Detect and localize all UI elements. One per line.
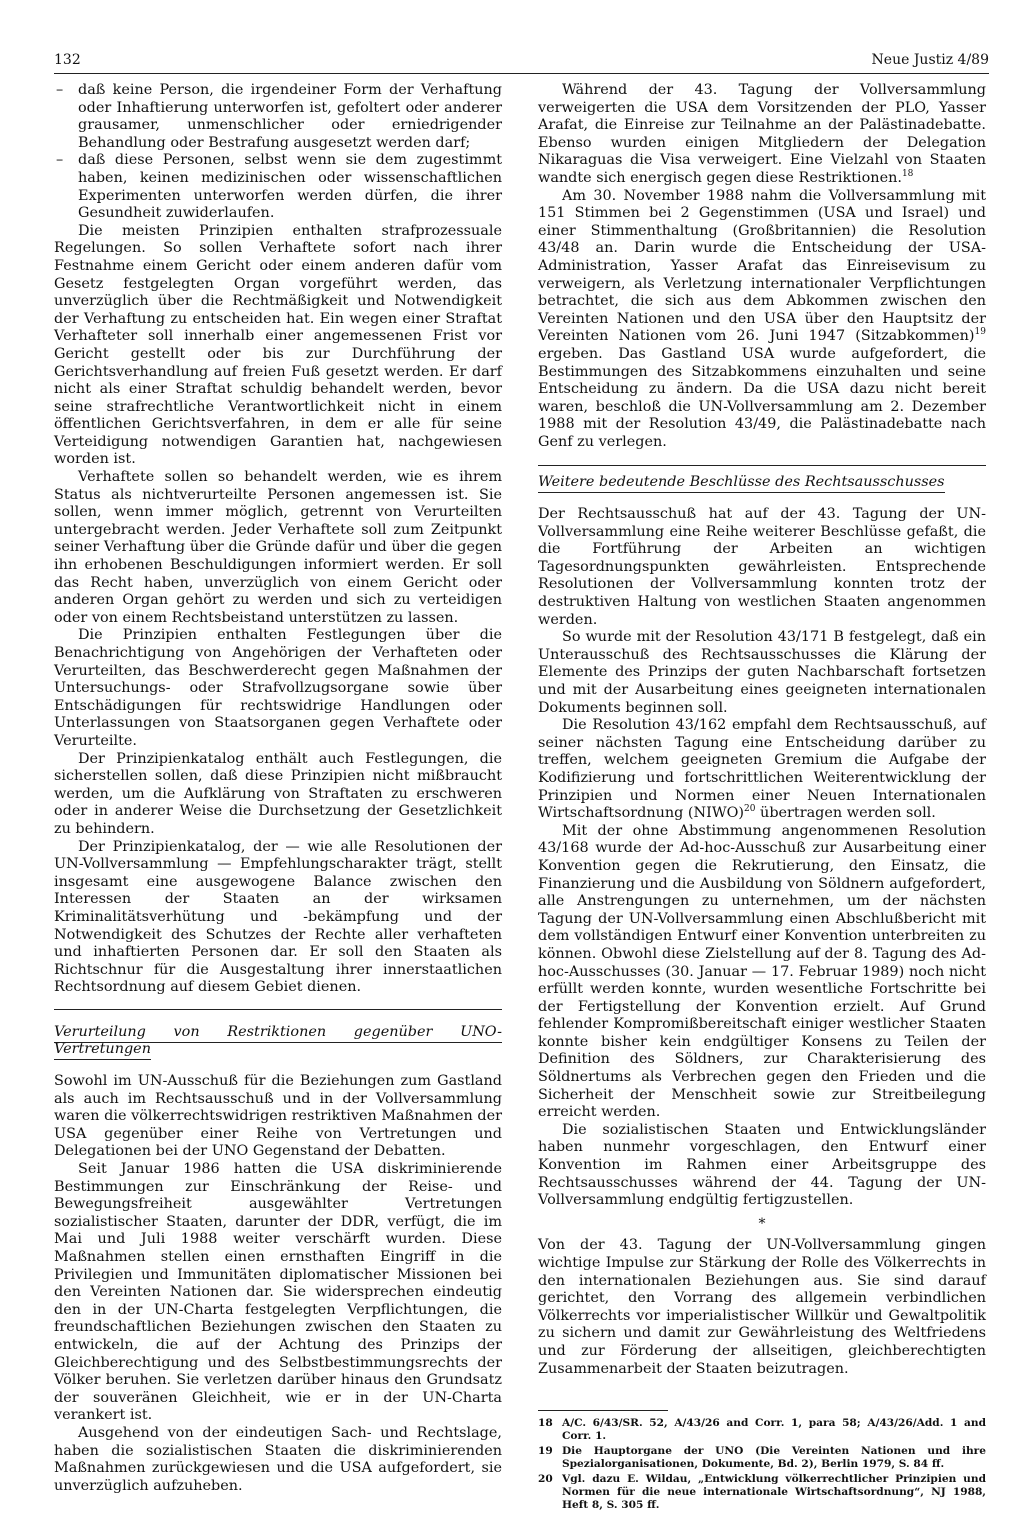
footnote <box>538 1417 986 1443</box>
section-heading <box>538 465 986 498</box>
paragraph: Die meisten Prinzipien enthalten strafprozessuale Regelungen. So sollen Verhaftete sofort nach ihrer Festnahme einem Gericht oder einem anderen dafür vom Gesetz festgelegten Organ vorgeführt werden, das unverzüglich über die Rechtmäßigkeit und Notwendigkeit der Verhaftung zu entscheiden hat. Ein wegen einer Straftat Verhafteter soll innerhalb einer angemessenen Frist vor Gericht gestellt oder bis zur Durchführung der Gerichtsverhandlung auf freien Fuß gesetzt werden. Er darf nicht als einer Straftat schuldig behandelt werden, bevor seine strafrechtliche Verantwortlichkeit nicht in einem öffentlichen Gerichtsverfahren, in dem er alle für seine Verteidigung notwendigen Garantien hat, nachgewiesen worden ist. <box>54 222 502 468</box>
paragraph: Der Rechtsausschuß hat auf der 43. Tagung der UN-Vollversammlung eine Reihe weiterer Beschlüsse gefaßt, die die Fortführung der Arbeiten an wichtigen Tagesordnungspunkten gewährleisten. Entsprechende Resolutionen der Vollversammlung konnten trotz der destruktiven Haltung von westlichen Staaten angenommen werden. <box>538 506 986 628</box>
paragraph-text: Die Resolution 43/162 empfahl dem Rechtsausschuß, auf seiner nächsten Tagung eine Entscheidung darüber zu treffen, welchem geeigneten Gremium die Aufgabe der Kodifizierung und fortschrittlichen Weiterentwicklung der Prinzipien und Normen einer Neuen Internationalen Wirtschaftsordnung (NIWO) <box>538 717 986 822</box>
footnote-ref: 18 <box>901 169 914 180</box>
footnote-number: 19 <box>538 1445 553 1458</box>
dash-list <box>54 82 502 223</box>
footnote-text: A/C. 6/43/SR. 52, A/43/26 and Corr. 1, para 58; A/43/26/Add. 1 and Corr. 1. <box>562 1417 986 1443</box>
paragraph: So wurde mit der Resolution 43/171 B festgelegt, daß ein Unterausschuß des Rechtsausschusses die Klärung der Elemente des Prinzips der guten Nachbarschaft fortsetzen und mit der Ausarbeitung eines geeigneten internationalen Dokuments beginnen soll. <box>538 629 986 716</box>
journal-issue: Neue Justiz 4/89 <box>871 52 989 68</box>
right-column <box>538 82 986 1514</box>
paragraph-text: ergeben. Das Gastland USA wurde aufgefordert, die Bestimmungen des Sitzabkommens einzuhalten und seine Entscheidung zu ändern. Da die USA dazu nicht bereit waren, beschloß die UN-Vollversammlung am 2. Dezember 1988 mit der Resolution 43/49, die Palästinadebatte nach Genf zu verlegen. <box>538 345 986 450</box>
paragraph <box>538 188 986 452</box>
paragraph: Verhaftete sollen so behandelt werden, wie es ihrem Status als nichtverurteilte Personen angemessen ist. Sie sollen, wenn immer möglich, getrennt von Verurteilten untergebracht werden. Jeder Verhaftete soll zum Zeitpunkt seiner Verhaftung über die Gründe dafür und über die gegen ihn erhobenen Beschuldigungen informiert werden. Er soll das Recht haben, unverzüglich von einem Gericht oder anderen Organ gehört zu werden und sich zu verteidigen oder von einem Rechtsbeistand unterstützen zu lassen. <box>54 469 502 626</box>
paragraph: Sowohl im UN-Ausschuß für die Beziehungen zum Gastland als auch im Rechtsausschuß und in der Vollversammlung waren die völkerrechtswidrigen restriktiven Maßnahmen der USA gegenüber einer Reihe von Vertretungen und Delegationen bei der UNO Gegenstand der Debatten. <box>54 1073 502 1160</box>
footnote-rule <box>538 1410 668 1411</box>
footnote-ref: 19 <box>974 327 986 338</box>
left-column <box>54 82 502 1495</box>
paragraph: Seit Januar 1986 hatten die USA diskriminierende Bestimmungen zur Einschränkung der Reise- und Bewegungsfreiheit ausgewählter Vertretungen sozialistischer Staaten, darunter der DDR, verfügt, die im Mai und Juli 1988 weiter verschärft wurden. Diese Maßnahmen stellen einen ernsthaften Eingriff in die Privilegien und Immunitäten diplomatischer Missionen bei den Vereinten Nationen dar. Sie widersprechen eindeutig den in der UN-Charta festgelegten Verpflichtungen, die freundschaftlichen Beziehungen zwischen den Staaten zu entwickeln, die auf der Achtung des Prinzips der Gleichberechtigung und des Selbstbestimmungsrechts der Völker beruhen. Sie verletzen darüber hinaus den Grundsatz der souveränen Gleichheit, wie er in der UN-Charta verankert ist. <box>54 1161 502 1424</box>
paragraph-text: Während der 43. Tagung der Vollversammlung verweigerten die USA dem Vorsitzenden der PLO, Yasser Arafat, die Einreise zur Teilnahme an der Palästinadebatte. Ebenso wurden einigen Mitgliedern der Delegation Nikaraguas die Visa verweigert. Eine Vielzahl von Staaten wandte sich energisch gegen diese Restriktionen. <box>538 82 986 186</box>
paragraph: Die Prinzipien enthalten Festlegungen über die Benachrichtigung von Angehörigen der Verhafteten oder Verurteilten, das Beschwerderecht gegen Maßnahmen der Untersuchungs- oder Strafvollzugsorgane sowie über Entschädigungen für rechtswidrige Handlungen oder Unterlassungen von Staatsorganen gegen Verhaftete oder Verurteilte. <box>54 627 502 749</box>
footnote-text: Die Hauptorgane der UNO (Die Vereinten Nationen und ihre Spezialorganisationen, Dokumente, Bd. 2), Berlin 1979, S. 84 ff. <box>562 1445 986 1471</box>
journal-page <box>54 0 989 1512</box>
paragraph-text: übertragen werden soll. <box>755 805 936 822</box>
paragraph: Die sozialistischen Staaten und Entwicklungsländer haben nunmehr vorgeschlagen, den Entwurf einer Konvention im Rahmen einer Arbeitsgruppe des Rechtsausschusses während der 44. Tagung der UN-Vollversammlung endgültig fertigzustellen. <box>538 1121 986 1209</box>
footnotes <box>538 1417 986 1512</box>
paragraph <box>538 82 986 188</box>
footnote-ref: 20 <box>744 804 756 815</box>
paragraph: Von der 43. Tagung der UN-Vollversammlung gingen wichtige Impulse zur Stärkung der Rolle des Völkerrechts in den internationalen Beziehungen aus. Sie sind darauf gerichtet, den Vorrang des allgemein verbindlichen Völkerrechts vor imperialistischer Willkür und Gewaltpolitik zu sichern und damit zur Gewährleistung des Weltfriedens und zur Förderung der allseitigen, gleichberechtigten Zusammenarbeit der Staaten beizutragen. <box>538 1237 986 1377</box>
section-separator: * <box>758 1215 766 1232</box>
section-title: Verurteilung von Restriktionen gegenüber UNO-Vertretungen <box>54 1024 502 1061</box>
section-title: Weitere bedeutende Beschlüsse des Rechtsausschusses <box>538 474 945 493</box>
footnote <box>538 1473 986 1512</box>
paragraph: Der Prinzipienkatalog enthält auch Festlegungen, die sicherstellen sollen, daß diese Prinzipien nicht mißbraucht werden, um die Aufklärung von Straftaten zu erschweren oder in anderer Weise die Durchsetzung der Gesetzlichkeit zu behindern. <box>54 750 502 837</box>
list-item: – daß keine Person, die irgendeiner Form der Verhaftung oder Inhaftierung unterworfen ist, gefoltert oder anderer grausamer, unmenschlicher oder erniedrigender Behandlung oder Bestrafung ausgesetzt werden darf; <box>54 82 502 152</box>
page-number: 132 <box>54 52 81 68</box>
list-item: – daß diese Personen, selbst wenn sie dem zugestimmt haben, keinen medizinischen oder wissenschaftlichen Experimenten unterworfen werden dürfen, die ihrer Gesundheit zuwiderlaufen. <box>54 152 502 222</box>
footnote-number: 20 <box>538 1473 553 1486</box>
paragraph: Ausgehend von der eindeutigen Sach- und Rechtslage, haben die sozialistischen Staaten die diskriminierenden Maßnahmen zurückgewiesen und die USA aufgefordert, sie unverzüglich aufzuheben. <box>54 1424 502 1494</box>
paragraph-text: Am 30. November 1988 nahm die Vollversammlung mit 151 Stimmen bei 2 Gegenstimmen (USA und Israel) und einer Stimmenthaltung (Großbritannien) die Resolution 43/48 an. Darin wurde die Entscheidung der USA-Administration, Yasser Arafat das Einreisevisum zu verweigern, als Verletzung internationaler Verpflichtungen betrachtet, die sich aus dem Abkommen zwischen den Vereinten Nationen und den USA über den Hauptsitz der Vereinten Nationen vom 26. Juni 1947 (Sitzabkommen) <box>538 187 986 345</box>
footnote-number: 18 <box>538 1417 553 1430</box>
page-header <box>54 44 989 74</box>
paragraph <box>538 717 986 823</box>
section-heading <box>54 1009 502 1065</box>
paragraph: Mit der ohne Abstimmung angenommenen Resolution 43/168 wurde der Ad-hoc-Ausschuß zur Ausarbeitung einer Konvention gegen die Rekrutierung, den Einsatz, die Finanzierung und die Ausbildung von Söldnern aufgefordert, alle Anstrengungen zu unternehmen, um der nächsten Tagung der UN-Vollversammlung einen Abschlußbericht mit dem vollständigen Entwurf einer Konvention unterbreiten zu können. Obwohl diese Zielstellung auf der 8. Tagung des Ad-hoc-Ausschusses (30. Januar — 17. Februar 1989) noch nicht erfüllt werden konnte, wurden wesentliche Fortschritte bei der Fertigstellung der Konvention erzielt. Auf Grund fehlender Kompromißbereitschaft einiger westlicher Staaten konnte bisher kein endgültiger Konsens zu Teilen der Definition des Söldners, zur Charakterisierung des Söldnertums als Verbrechen gegen den Frieden und die Sicherheit der Menschheit sowie zur Streitbeilegung erreicht werden. <box>538 822 986 1121</box>
footnote <box>538 1445 986 1471</box>
paragraph: Der Prinzipienkatalog, der — wie alle Resolutionen der UN-Vollversammlung — Empfehlungscharakter trägt, stellt insgesamt eine ausgewogene Balance zwischen den Interessen der Staaten an der wirksamen Kriminalitätsverhütung und -bekämpfung und der Notwendigkeit des Schutzes der Rechte aller verhafteten und inhaftierten Personen dar. Er soll den Staaten als Richtschnur für die Ausgestaltung ihrer innerstaatlichen Rechtsordnung auf diesem Gebiet dienen. <box>54 838 502 996</box>
header-rule <box>54 73 989 74</box>
footnote-text: Vgl. dazu E. Wildau, „Entwicklung völkerrechtlicher Prinzipien und Normen für die neue internationale Wirtschaftsordnung“, NJ 1988, Heft 8, S. 305 ff. <box>562 1473 986 1512</box>
